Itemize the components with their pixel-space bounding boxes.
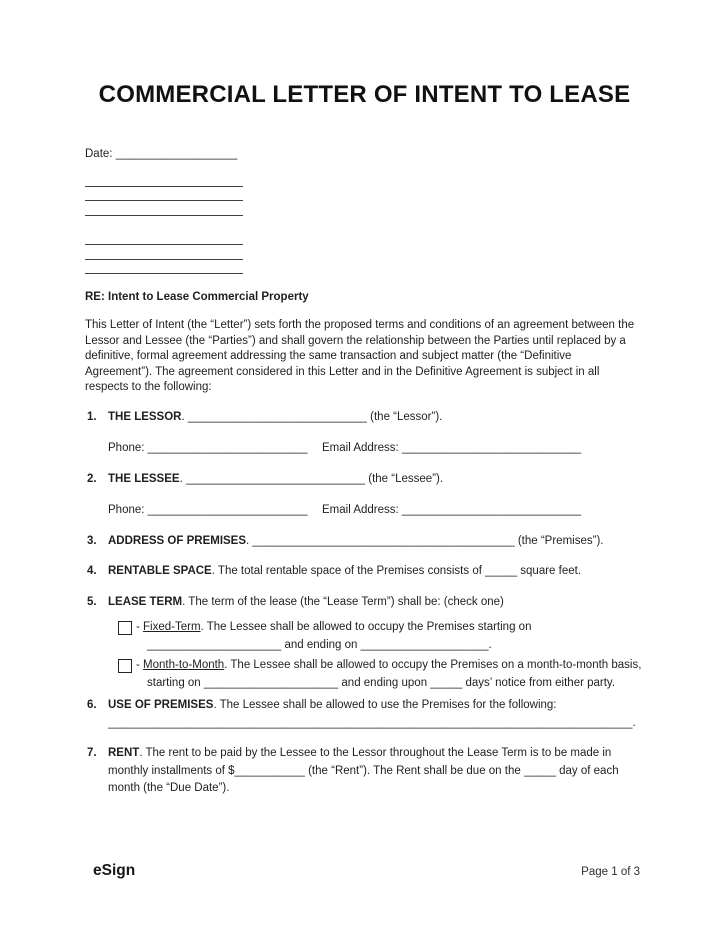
item-number: 3.: [87, 534, 97, 547]
lessor-phone-field[interactable]: Phone: _________________________: [108, 442, 308, 454]
item-text[interactable]: . ____________________________ (the “Lessor”).: [181, 410, 443, 423]
date-blank[interactable]: ___________________: [115, 148, 238, 160]
re-subject-line: RE: Intent to Lease Commercial Property: [85, 291, 309, 303]
item-label: THE LESSEE: [108, 472, 180, 485]
option-dash: -: [136, 659, 144, 671]
use-of-premises-blank[interactable]: __________________________________________________________________________________.: [108, 716, 636, 729]
item-number: 7.: [87, 747, 97, 759]
item-rent: [85, 745, 644, 798]
item-text[interactable]: . ____________________________ (the “Lessee”).: [179, 472, 444, 485]
esign-logo: eSign: [93, 862, 136, 879]
lessor-contact-row: [108, 440, 644, 458]
recipient-address-line[interactable]: [85, 260, 243, 275]
recipient-address-line[interactable]: [85, 201, 243, 216]
lessee-email-field[interactable]: Email Address: ____________________________: [322, 504, 581, 516]
recipient-address-line[interactable]: [85, 245, 243, 260]
date-row: [85, 147, 644, 162]
item-use-of-premises: [85, 697, 644, 732]
item-label: THE LESSOR: [108, 410, 182, 423]
item-number: 6.: [87, 699, 97, 711]
option-label: Fixed-Term: [143, 621, 201, 633]
item-label: USE OF PREMISES: [108, 699, 214, 711]
item-number: 2.: [87, 472, 97, 485]
item-label: LEASE TERM: [108, 595, 183, 608]
checkbox-fixed-term[interactable]: [118, 621, 132, 635]
item-text[interactable]: . The total rentable space of the Premises consists of _____ square feet.: [211, 565, 582, 577]
option-label: Month-to-Month: [143, 659, 225, 671]
option-month-to-month: [118, 657, 644, 692]
item-label: RENTABLE SPACE: [108, 565, 212, 577]
recipient-address-block: [85, 172, 644, 216]
item-label: RENT: [108, 747, 140, 759]
item-address-of-premises: [85, 533, 644, 551]
date-label: Date:: [85, 148, 113, 160]
checkbox-month-to-month[interactable]: [118, 659, 132, 673]
item-text[interactable]: . The rent to be paid by the Lessee to the Lessor throughout the Lease Term is to be made in monthly installments of $___________ (the “Rent”). The Rent shall be due on the _____ day of each month (the “Due Date”).: [108, 747, 619, 794]
item-number: 4.: [87, 565, 97, 577]
item-lease-term: [85, 594, 644, 693]
item-text: . The term of the lease (the “Lease Term”) shall be: (check one): [182, 595, 504, 608]
item-the-lessee: [85, 471, 644, 520]
page-number: Page 1 of 3: [581, 866, 640, 878]
item-text[interactable]: . _________________________________________ (the “Premises”).: [246, 534, 604, 547]
recipient-address-line[interactable]: [85, 231, 243, 246]
item-number: 1.: [87, 410, 97, 423]
option-body-text[interactable]: . The Lessee shall be allowed to occupy the Premises starting on _____________________ and ending on ____________________.: [147, 621, 532, 651]
lessor-email-field[interactable]: Email Address: ____________________________: [322, 442, 581, 454]
item-rentable-space: [85, 563, 644, 581]
item-the-lessor: [85, 409, 644, 458]
lessee-phone-field[interactable]: Phone: _________________________: [108, 504, 308, 516]
document-title: COMMERCIAL LETTER OF INTENT TO LEASE: [98, 81, 631, 108]
page-footer: [93, 862, 640, 880]
lessee-contact-row: [108, 502, 644, 520]
recipient-address-line[interactable]: [85, 172, 243, 187]
recipient-address-block: [85, 231, 644, 275]
option-fixed-term: [118, 619, 644, 654]
option-dash: -: [136, 621, 144, 633]
recipient-address-line[interactable]: [85, 187, 243, 202]
intro-paragraph: This Letter of Intent (the “Letter”) sets forth the proposed terms and conditions of an agreement between the Lessor and Lessee (the “Parties”) and shall govern the relationship between the Parties until replaced by a definitive, formal agreement addressing the same transaction and subject matter (the “Definitive Agreement”). The agreement considered in this Letter and in the Definitive Agreement is subject in all respects to the following:: [85, 319, 635, 393]
option-body-text[interactable]: . The Lessee shall be allowed to occupy the Premises on a month-to-month basis, starting on _____________________ and ending upon _____ days’ notice from either party.: [147, 659, 642, 689]
item-label: ADDRESS OF PREMISES: [108, 534, 247, 547]
item-number: 5.: [87, 595, 97, 608]
item-text: . The Lessee shall be allowed to use the Premises for the following:: [213, 699, 557, 711]
